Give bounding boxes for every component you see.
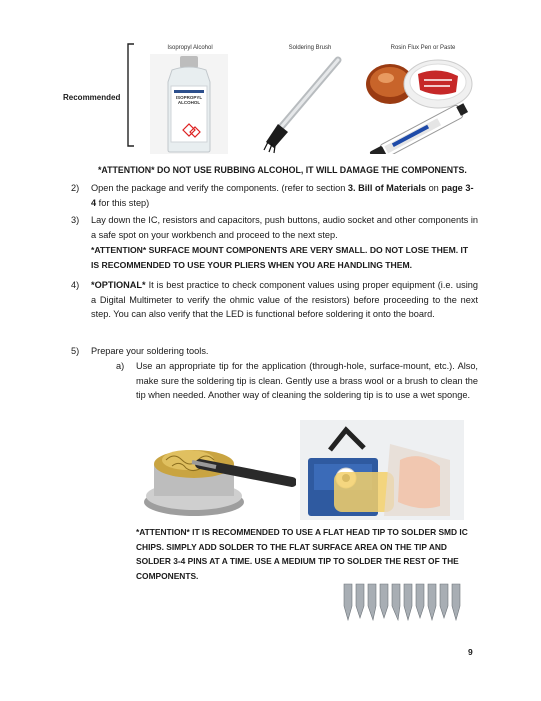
soldering-brush-image — [260, 54, 350, 154]
step2-text: Open the package and verify the components. (refer to section 3. Bill of Materials on page 3-4 for this step) — [91, 183, 474, 208]
step3-text: Lay down the IC, resistors and capacitors, push buttons, audio socket and other components in a safe spot on your workbench and proceed to the next step. — [91, 215, 478, 240]
isopropyl-bottle-image — [150, 54, 228, 154]
item-label-brush: Soldering Brush — [288, 45, 332, 51]
step5a-label: a) — [116, 361, 125, 371]
attention-rubbing-alcohol: *ATTENTION* DO NOT USE RUBBING ALCOHOL, IT WILL DAMAGE THE COMPONENTS. — [98, 165, 467, 175]
step3-attention: *ATTENTION* SURFACE MOUNT COMPONENTS ARE VERY SMALL. DO NOT LOSE THEM. IT IS RECOMMENDED TO USE YOUR PLIERS WHEN YOU ARE HANDLING THEM. — [91, 245, 469, 270]
bracket — [124, 42, 138, 150]
step4-number: 4) — [71, 280, 80, 290]
step2-number: 2) — [71, 183, 80, 193]
step3-number: 3) — [71, 215, 80, 225]
recommended-label: Recommended — [63, 93, 121, 102]
soldering-station-image — [300, 420, 464, 520]
bottle-text-1: ISOPROPYL — [175, 95, 203, 100]
step2-bom-ref: 3. Bill of Materials — [347, 183, 427, 193]
step5-text: Prepare your soldering tools. — [91, 346, 209, 356]
item-label-alcohol: Isopropyl Alcohol — [167, 45, 213, 51]
step4-text: *OPTIONAL* It is best practice to check component values using proper equipment (i.e. using a Digital Multimeter to verify the ohmic value of the resistors) before proceeding to the next step. You can also verify that the LED is functional before soldering it onto the board. — [91, 280, 478, 319]
rosin-flux-image — [360, 54, 478, 154]
brass-wool-cleaner-image — [136, 420, 296, 520]
page-number: 9 — [468, 647, 473, 657]
step5-number: 5) — [71, 346, 80, 356]
step5a-text: Use an appropriate tip for the application (through-hole, surface-mount, etc.). Also, make sure the soldering tip is clean. Gently use a brass wool or a brush to clean the tip when needed. Another way of cleaning the soldering tip is to use a wet sponge. — [136, 361, 478, 400]
step2-page-ref: page 3-4 — [91, 183, 474, 208]
soldering-tips-image — [338, 580, 468, 622]
bottle-text-2: ALCOHOL — [177, 100, 201, 105]
step5-attention: *ATTENTION* IT IS RECOMMENDED TO USE A FLAT HEAD TIP TO SOLDER SMD IC CHIPS. SIMPLY ADD SOLDER TO THE FLAT SURFACE AREA ON THE TIP AND SOLDER 3-4 PINS AT A TIME. USE A MEDIUM TIP TO SOLDER THE REST OF THE COMPONENTS. — [136, 527, 468, 581]
item-label-flux: Rosin Flux Pen or Paste — [390, 45, 456, 51]
step4-optional-label: *OPTIONAL* — [91, 280, 146, 290]
